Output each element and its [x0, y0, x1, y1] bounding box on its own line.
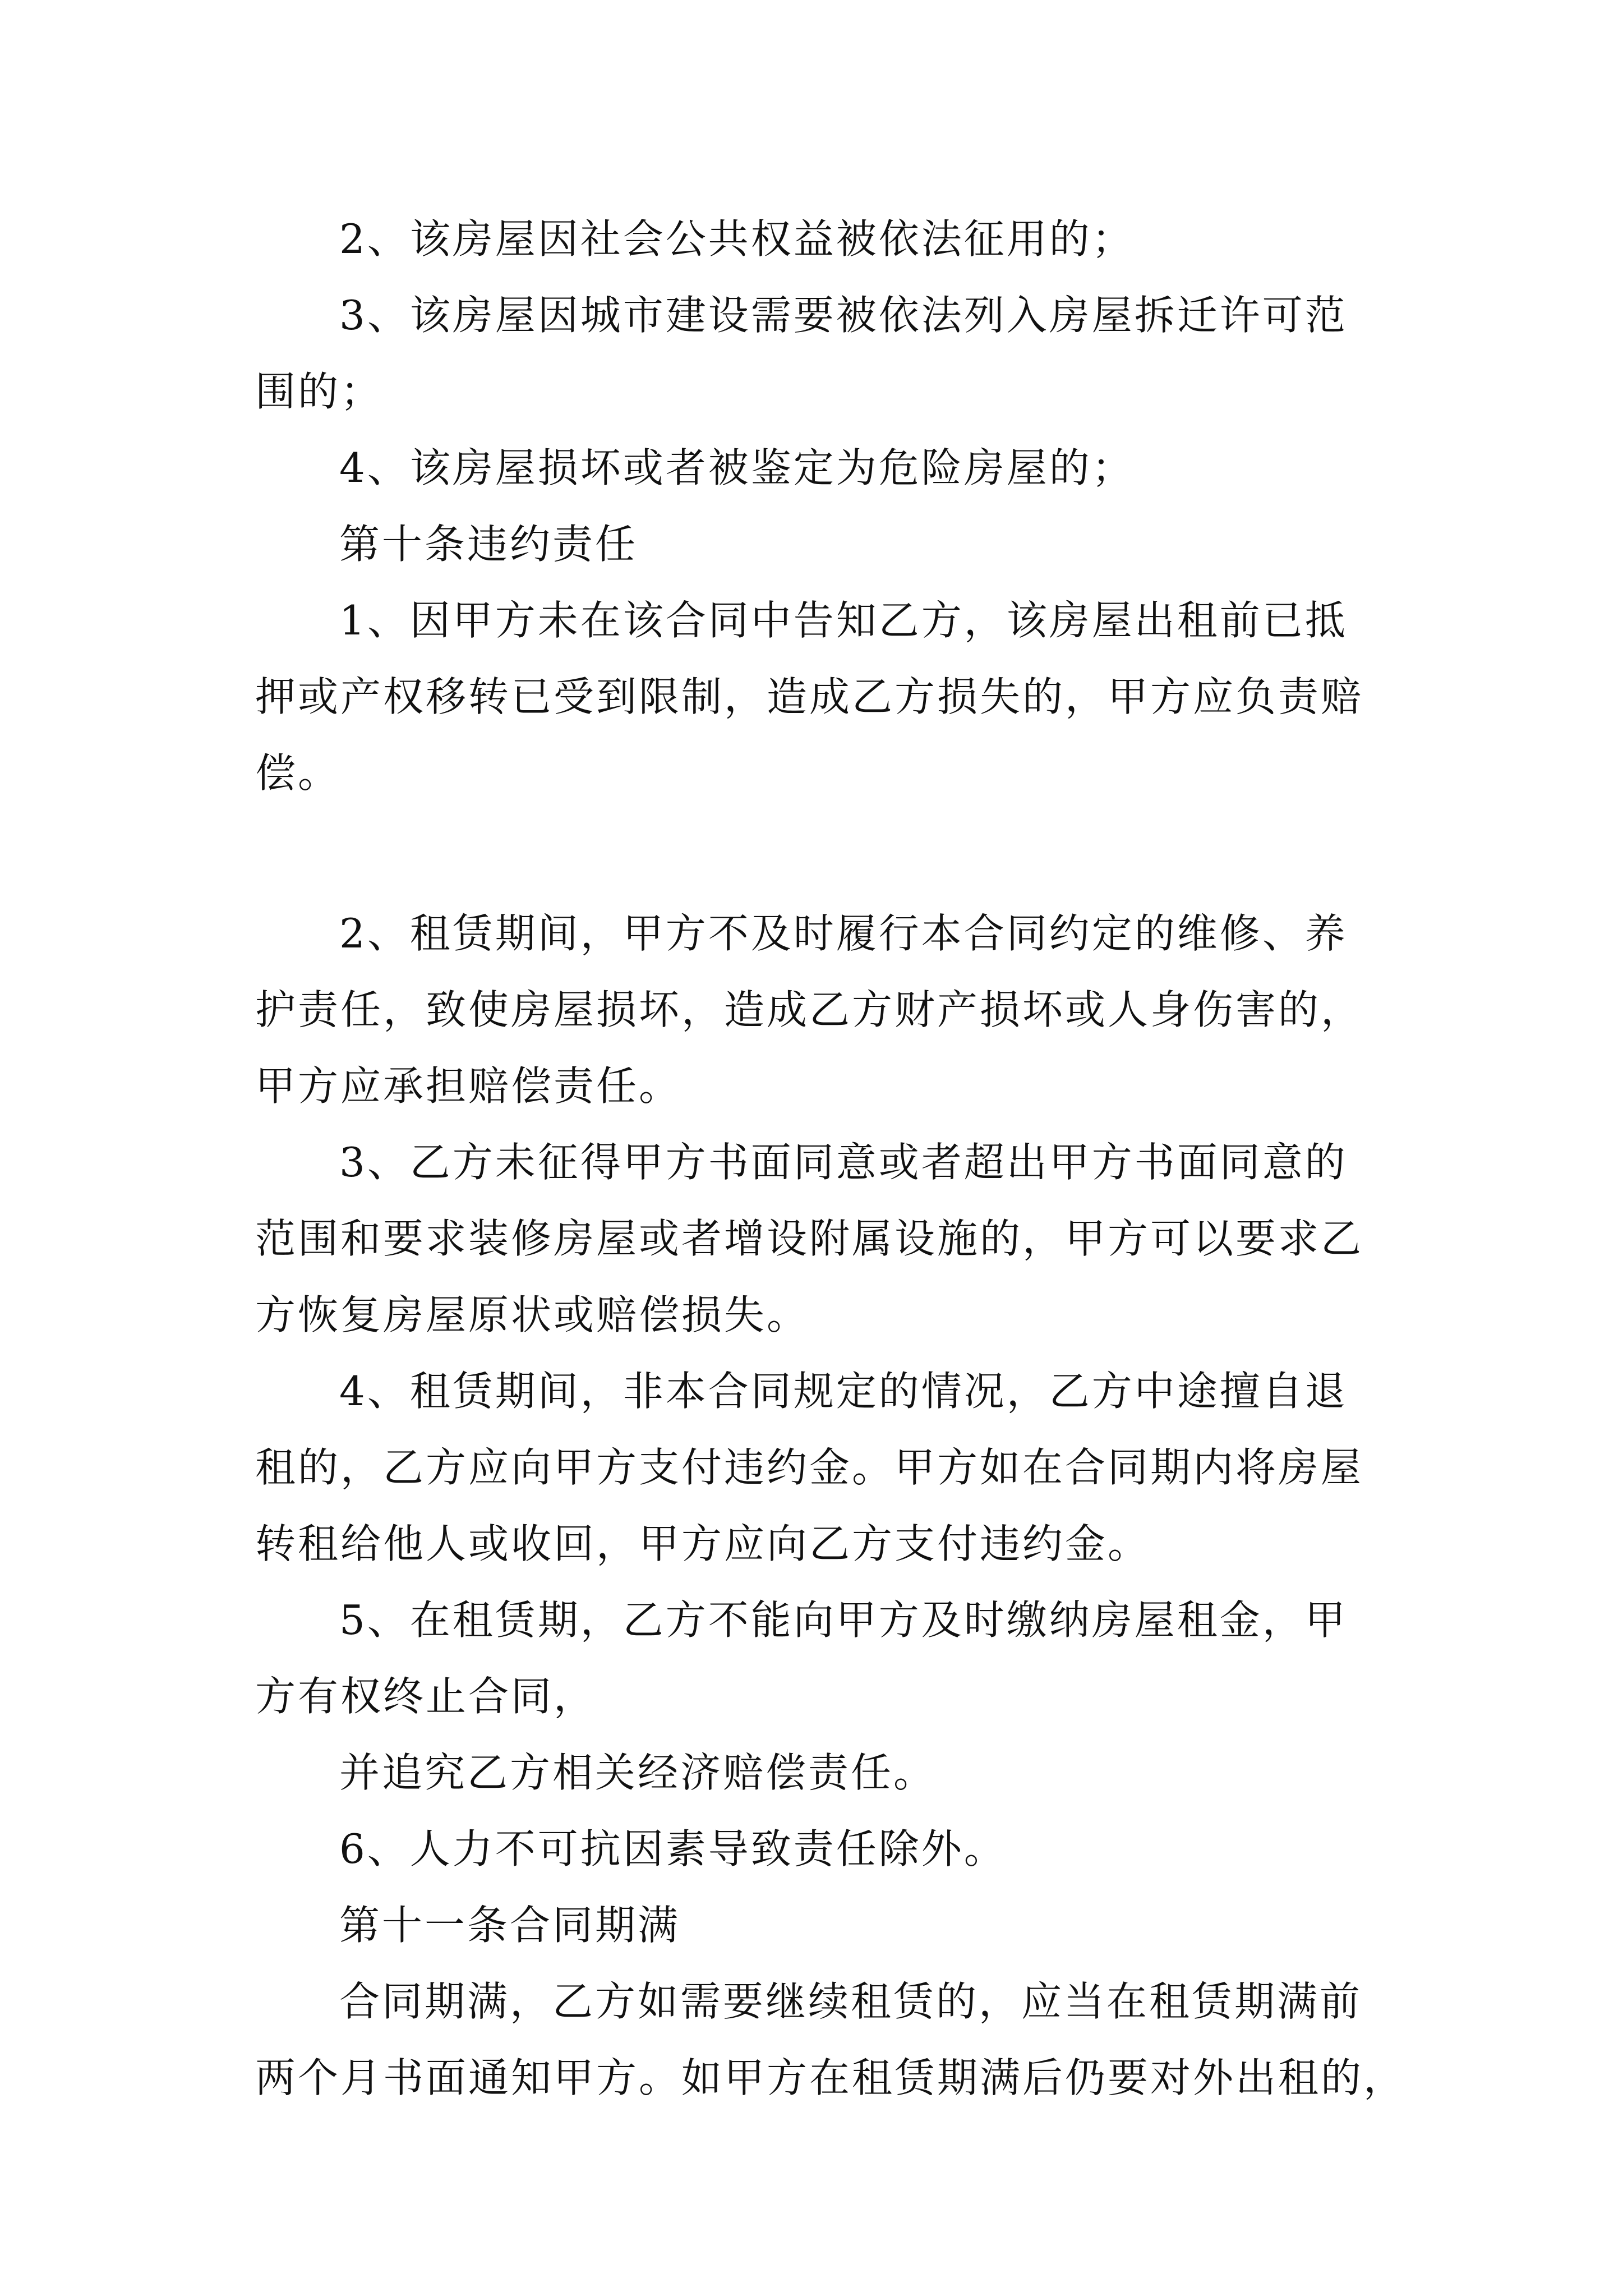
- paragraph-line: 偿。: [255, 749, 341, 797]
- paragraph-line: 并追究乙方相关经济赔偿责任。: [339, 1749, 937, 1796]
- paragraph-line: 方恢复房屋原状或赔偿损失。: [255, 1291, 810, 1338]
- paragraph-line: 转租给他人或收回，甲方应向乙方支付违约金。: [255, 1520, 1151, 1567]
- paragraph-line: 合同期满，乙方如需要继续租赁的，应当在租赁期满前: [339, 1978, 1363, 2025]
- paragraph-line: 护责任，致使房屋损坏，造成乙方财产损坏或人身伤害的，: [255, 986, 1364, 1033]
- paragraph-line: 甲方应承担赔偿责任。: [255, 1062, 682, 1110]
- paragraph-line: 3、该房屋因城市建设需要被依法列入房屋拆迁许可范: [339, 292, 1348, 339]
- paragraph-line: 5、在租赁期，乙方不能向甲方及时缴纳房屋租金，甲: [339, 1596, 1348, 1644]
- paragraph-line: 押或产权移转已受到限制，造成乙方损失的，甲方应负责赔: [255, 673, 1364, 720]
- paragraph-line: 6、人力不可抗因素导致责任除外。: [339, 1825, 1007, 1872]
- paragraph-line: 围的；: [255, 368, 384, 415]
- paragraph-line: 两个月书面通知甲方。如甲方在租赁期满后仍要对外出租的，: [255, 2054, 1407, 2101]
- section-heading: 第十条违约责任: [339, 521, 638, 568]
- paragraph-spacer: [255, 811, 1377, 895]
- paragraph-line: 方有权终止合同，: [255, 1673, 597, 1720]
- paragraph-line: 4、租赁期间，非本合同规定的情况，乙方中途擅自退: [339, 1368, 1348, 1415]
- paragraph-line: 2、该房屋因社会公共权益被依法征用的；: [339, 215, 1135, 263]
- section-heading: 第十一条合同期满: [339, 1902, 681, 1949]
- paragraph-line: 1、因甲方未在该合同中告知乙方，该房屋出租前已抵: [339, 597, 1348, 644]
- paragraph-line: 3、乙方未征得甲方书面同意或者超出甲方书面同意的: [339, 1139, 1348, 1186]
- document-body: [255, 201, 1407, 2116]
- paragraph-line: 2、租赁期间，甲方不及时履行本合同约定的维修、养: [339, 910, 1348, 957]
- paragraph-line: 范围和要求装修房屋或者增设附属设施的，甲方可以要求乙: [255, 1215, 1364, 1262]
- paragraph-line: 4、该房屋损坏或者被鉴定为危险房屋的；: [339, 444, 1135, 491]
- paragraph-line: 租的，乙方应向甲方支付违约金。甲方如在合同期内将房屋: [255, 1444, 1364, 1491]
